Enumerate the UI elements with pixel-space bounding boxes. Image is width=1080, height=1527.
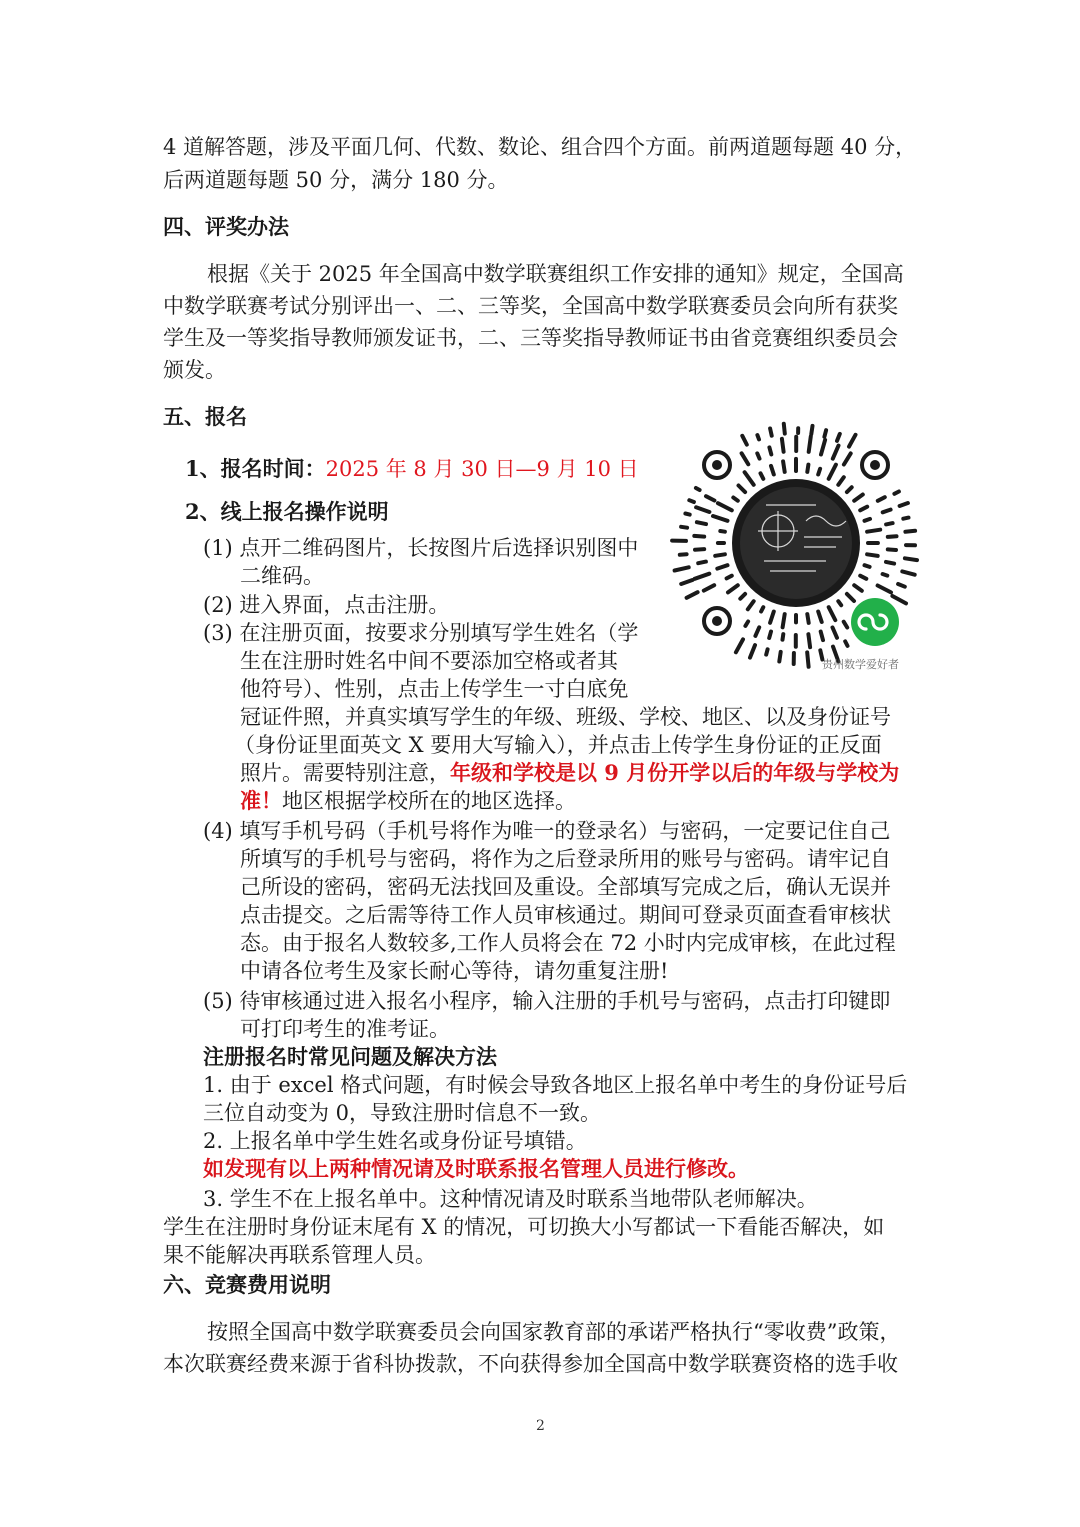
- registration-time-value: 2025 年 8 月 30 日—9 月 10 日: [325, 457, 639, 481]
- qr-ray: [898, 584, 905, 587]
- section-5-title: 五、报名: [163, 404, 247, 429]
- qr-ray: [838, 601, 841, 605]
- qr-ray: [845, 641, 847, 646]
- qr-ray: [824, 430, 826, 437]
- qr-ray: [886, 562, 894, 564]
- step-4-line: 己所设的密码，密码无法找回及重设。全部填写完成之后，确认无误并: [240, 875, 891, 899]
- qr-ray: [720, 531, 725, 532]
- faq-item-1-line: 三位自动变为 0，导致注册时信息不一致。: [203, 1101, 602, 1125]
- qr-ray: [742, 453, 749, 464]
- step-5-line: 可打印考生的准考证。: [240, 1017, 450, 1041]
- qr-ray: [681, 580, 692, 584]
- qr-code-icon: [666, 413, 926, 673]
- section-4-title: 四、评奖办法: [163, 214, 289, 239]
- faq-item-2-line: 2. 上报名单中学生姓名或身份证号填错。: [203, 1129, 587, 1153]
- qr-ray: [878, 497, 885, 501]
- step-4-line: 中请各位考生及家长耐心等待，请勿重复注册!: [240, 959, 669, 983]
- intro-line-2: 后两道题每题 50 分，满分 180 分。: [163, 168, 509, 192]
- qr-ray: [718, 503, 732, 510]
- qr-ray: [761, 607, 763, 611]
- qr-ray: [687, 592, 698, 598]
- qr-ray: [757, 435, 759, 439]
- step-4-line: (4) 填写手机号码（手机号将作为唯一的登录名）与密码，一定要记住自己: [203, 819, 891, 843]
- step-3-text: 地区根据学校所在的地区选择。: [282, 789, 576, 813]
- step-3-line: [240, 785, 576, 817]
- qr-ray: [888, 549, 896, 550]
- qr-ray: [849, 435, 856, 447]
- registration-time-label: 1、报名时间：: [185, 456, 326, 481]
- qr-ray: [769, 632, 771, 639]
- qr-ray: [886, 523, 893, 524]
- qr-ray: [770, 612, 774, 623]
- qr-ray: [739, 486, 746, 493]
- qr-ray: [783, 634, 784, 640]
- qr-ray: [680, 554, 687, 555]
- qr-ray: [833, 446, 839, 459]
- qr-ray: [750, 645, 755, 658]
- qr-ray: [784, 424, 785, 434]
- qr-ray: [809, 436, 811, 452]
- qr-ray: [696, 507, 709, 512]
- qr-ray: [783, 461, 785, 472]
- qr-ray: [860, 507, 867, 511]
- qr-ray: [715, 554, 725, 556]
- qr-ray: [867, 554, 878, 556]
- qr-ray: [748, 601, 754, 609]
- qr-ray: [854, 585, 862, 591]
- qr-ray: [808, 634, 810, 647]
- qr-ray: [878, 586, 891, 593]
- qr-ray: [783, 614, 785, 627]
- qr-ray: [821, 440, 825, 455]
- step-4-line: 所填写的手机号与密码，将作为之后登录所用的账号与密码。请牢记自: [240, 847, 891, 871]
- qr-ray: [761, 473, 764, 479]
- watermark: 贵州数学爱好者: [822, 658, 899, 671]
- step-3-text: 照片。需要特别注意，: [240, 761, 450, 785]
- qr-ray: [740, 594, 745, 599]
- qr-ray: [905, 558, 917, 560]
- qr-ray: [704, 585, 714, 590]
- qr-ray: [844, 453, 851, 464]
- qr-ray: [698, 562, 706, 564]
- qr-ray: [736, 639, 743, 652]
- qr-ray: [717, 565, 727, 568]
- faq-extra-line: 学生在注册时身份证末尾有 X 的情况，可切换大小写都试一下看能否解决，如: [163, 1215, 885, 1239]
- step-3-line: （身份证里面英文 X 要用大写输入），并点击上传学生身份证的正反面: [234, 733, 882, 757]
- qr-ray: [727, 576, 732, 579]
- qr-ray: [847, 487, 852, 492]
- qr-ray: [694, 536, 704, 537]
- qr-ray: [713, 516, 728, 521]
- wechat-mini-program-icon: [851, 598, 899, 646]
- qr-ray: [769, 447, 771, 454]
- intro-line-1: 4 道解答题，涉及平面几何、代数、数论、组合四个方面。前两道题每题 40 分，: [163, 135, 917, 159]
- qr-ray: [745, 622, 748, 626]
- qr-ray: [807, 652, 808, 666]
- section-4-para-line: 学生及一等奖指导教师颁发证书，二、三等奖指导教师证书由省竞赛组织委员会: [163, 326, 898, 350]
- section-4-para-line: 中数学联赛考试分别评出一、二、三等奖，全国高中数学联赛委员会向所有获奖: [163, 294, 898, 318]
- faq-title: 注册报名时常见问题及解决方法: [203, 1044, 497, 1069]
- qr-ray: [821, 632, 823, 641]
- qr-ray: [771, 466, 774, 475]
- qr-ray: [818, 469, 820, 475]
- qr-ray: [757, 453, 759, 458]
- step-5-line: (5) 待审核通过进入报名小程序，输入注册的手机号与密码，点击打印键即: [203, 989, 891, 1013]
- qr-ray: [807, 465, 808, 472]
- step-1-line: 二维码。: [240, 564, 324, 588]
- qr-ray: [900, 503, 908, 506]
- qr-ray: [905, 531, 915, 532]
- qr-ray: [733, 498, 738, 501]
- qr-ray: [685, 514, 689, 515]
- section-6-para-line: 本次联赛经费来源于省科协拨款，不向获得参加全国高中数学联赛资格的选手收: [163, 1352, 898, 1376]
- qr-ray: [807, 614, 808, 623]
- registration-time: [185, 453, 639, 485]
- step-4-line: 点击提交。之后需等待工作人员审核通过。期间可登录页面查看审核状: [240, 903, 891, 927]
- qr-ray: [860, 576, 866, 579]
- qr-ray: [829, 607, 836, 620]
- qr-ray: [742, 436, 747, 445]
- qr-ray: [903, 518, 908, 519]
- step-3-line: 冠证件照，并真实填写学生的年级、班级、学校、地区、以及身份证号: [240, 705, 891, 729]
- qr-ray: [837, 434, 840, 441]
- qr-ray: [902, 571, 914, 574]
- qr-ray: [838, 477, 844, 485]
- qr-ray: [833, 627, 838, 637]
- qr-ray: [892, 596, 906, 603]
- qr-ray: [894, 492, 899, 494]
- qr-ray: [888, 536, 897, 537]
- qr-ray: [844, 622, 848, 628]
- qr-ray: [697, 522, 706, 524]
- step-3-line: (3) 在注册页面，按要求分别填写学生姓名（学: [203, 621, 639, 645]
- qr-ray: [818, 612, 822, 623]
- qr-ray: [695, 549, 704, 550]
- qr-ray: [745, 472, 754, 485]
- step-2-line: (2) 进入界面，点击注册。: [203, 593, 450, 617]
- faq-item-3-line: 3. 学生不在上报名单中。这种情况请及时联系当地带队老师解决。: [203, 1187, 818, 1211]
- qr-ray: [755, 627, 759, 636]
- online-registration-title: 2、线上报名操作说明: [185, 499, 389, 524]
- section-4-para-line: 根据《关于 2025 年全国高中数学联赛组织工作安排的通知》规定，全国高: [207, 262, 904, 286]
- step-1-line: (1) 点开二维码图片，长按图片后选择识别图中: [203, 536, 639, 560]
- qr-ray: [770, 429, 772, 436]
- page-number: 2: [536, 1418, 545, 1434]
- qr-ray: [675, 567, 689, 570]
- qr-ray: [865, 565, 870, 567]
- section-6-title: 六、竞赛费用说明: [163, 1272, 331, 1297]
- step-3-emphasis: 年级和学校是以 9 月份开学以后的年级与学校为: [450, 760, 900, 785]
- qr-ray: [681, 527, 687, 528]
- faq-extra-line: 果不能解决再联系管理人员。: [163, 1243, 436, 1267]
- section-4-para-line: 颁发。: [163, 358, 226, 382]
- qr-ray: [883, 574, 888, 576]
- faq-notice: 如发现有以上两种情况请及时联系报名管理人员进行修改。: [203, 1156, 749, 1181]
- qr-ray: [867, 530, 880, 532]
- qr-ray: [847, 594, 854, 601]
- step-3-emphasis: 准！: [240, 788, 282, 813]
- qr-ray: [779, 652, 780, 662]
- step-3-line: 他符号）、性别，点击上传学生一寸白底免: [240, 677, 629, 701]
- qr-ray: [883, 510, 891, 513]
- step-4-line: 态。由于报名人数较多,工作人员将会在 72 小时内完成审核，在此过程: [240, 931, 896, 955]
- mini-program-qr-code[interactable]: [666, 413, 926, 673]
- qr-ray: [811, 426, 812, 434]
- qr-ray: [706, 496, 714, 500]
- qr-ray: [689, 500, 694, 502]
- qr-ray: [695, 574, 710, 579]
- faq-item-1-line: 1. 由于 excel 格式问题，有时候会导致各地区上报名单中考生的身份证号后: [203, 1073, 908, 1097]
- section-6-para-line: 按照全国高中数学联赛委员会向国家教育部的承诺严格执行“零收费”政策，: [207, 1320, 901, 1344]
- qr-ray: [766, 649, 767, 654]
- qr-ray: [782, 439, 784, 452]
- qr-ray: [728, 585, 738, 592]
- qr-ray: [829, 465, 836, 479]
- step-3-line: 生在注册时姓名中间不要添加空格或者其: [240, 649, 618, 673]
- qr-ray: [865, 519, 871, 521]
- qr-ray: [696, 488, 700, 490]
- qr-ray: [854, 495, 863, 501]
